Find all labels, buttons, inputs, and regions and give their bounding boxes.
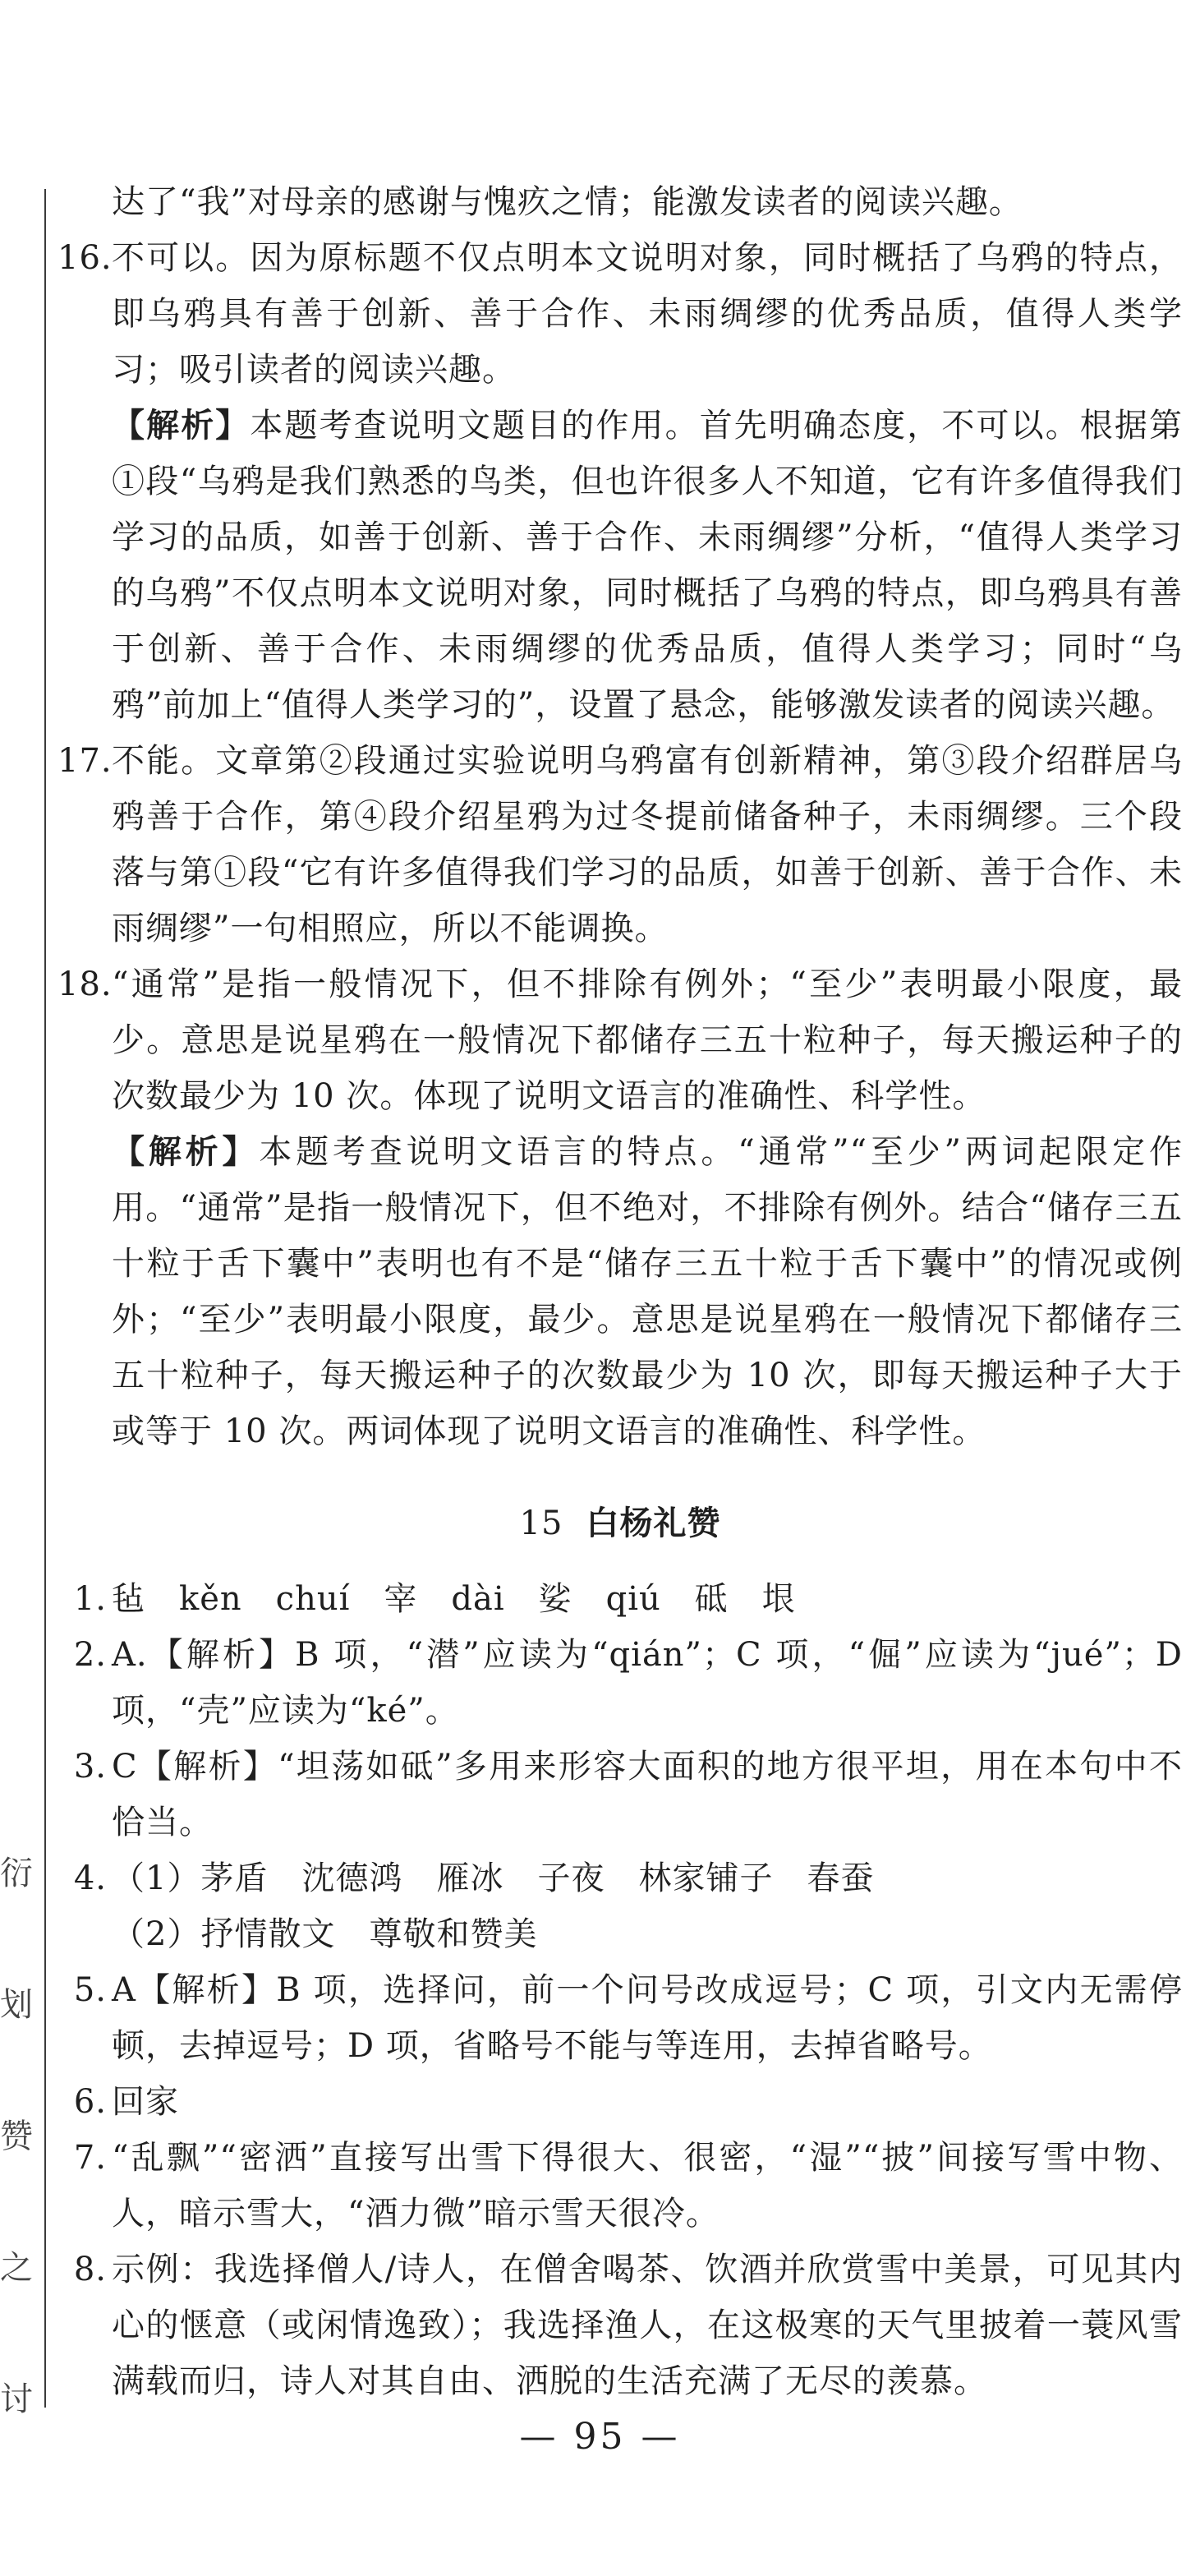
answer-content	[57, 174, 1183, 2409]
item-text: “通常”是指一般情况下，但不排除有例外；“至少”表明最小限度，最少。意思是说星鸦在一般情况下都储存三五十粒种子，每天搬运种子的次数最少为 10 次。体现了说明文语言的准确性、科学性。	[112, 965, 1183, 1115]
answer-item-7	[57, 2130, 1183, 2242]
item-number: 5.	[73, 1971, 107, 2009]
item-number: 17.	[57, 742, 113, 780]
edge-mark: 赞	[0, 2117, 33, 2155]
answer-item-18	[57, 956, 1183, 1124]
item-text: C【解析】“坦荡如砥”多用来形容大面积的地方很平坦，用在本句中不恰当。	[112, 1748, 1183, 1841]
item-number: 7.	[73, 2139, 107, 2177]
item-text: 回家	[112, 2083, 179, 2121]
answer-item-6	[57, 2074, 1183, 2130]
analysis-text: 本题考查说明文语言的特点。“通常”“至少”两词起限定作用。“通常”是指一般情况下，但不绝对，不排除有例外。结合“储存三五十粒于舌下囊中”表明也有不是“储存三五十粒于舌下囊中”的情况或例外；“至少”表明最小限度，最少。意思是说星鸦在一般情况下都储存三五十粒种子，每天搬运种子的次数最少为 10 次，即每天搬运种子大于或等于 10 次。两词体现了说明文语言的准确性、科学性。	[112, 1133, 1184, 1450]
item-number: 4.	[73, 1859, 107, 1897]
analysis-text: 本题考查说明文题目的作用。首先明确态度，不可以。根据第①段“乌鸦是我们熟悉的鸟类，但也许很多人不知道，它有许多值得我们学习的品质，如善于创新、善于合作、未雨绸缪”分析，“值得人类学习的乌鸦”不仅点明本文说明对象，同时概括了乌鸦的特点，即乌鸦具有善于创新、善于合作、未雨绸缪的优秀品质，值得人类学习；同时“乌鸦”前加上“值得人类学习的”，设置了悬念，能够激发读者的阅读兴趣。	[112, 407, 1184, 724]
item-text: A【解析】B 项，选择问，前一个问号改成逗号；C 项，引文内无需停顿，去掉逗号；D 项，省略号不能与等连用，去掉省略号。	[112, 1971, 1183, 2065]
item-text: 不能。文章第②段通过实验说明乌鸦富有创新精神，第③段介绍群居乌鸦善于合作，第④段介绍星鸦为过冬提前储备种子，未雨绸缪。三个段落与第①段“它有许多值得我们学习的品质，如善于创新、善于合作、未雨绸缪”一句相照应，所以不能调换。	[112, 742, 1183, 947]
item-text: 不可以。因为原标题不仅点明本文说明对象，同时概括了乌鸦的特点，即乌鸦具有善于创新、善于合作、未雨绸缪的优秀品质，值得人类学习；吸引读者的阅读兴趣。	[112, 239, 1183, 389]
item-text: A.【解析】B 项，“潜”应读为“qián”；C 项，“倔”应读为“jué”；D 项，“壳”应读为“ké”。	[112, 1636, 1183, 1730]
analysis-tag: 【解析】	[112, 1132, 260, 1171]
edge-mark: 划	[0, 1986, 33, 2024]
section-heading	[57, 1495, 1183, 1551]
answer-item-1	[57, 1571, 1183, 1627]
analysis-note	[57, 1124, 1183, 1459]
answer-item-5	[57, 1962, 1183, 2074]
edge-mark: 衍	[0, 1855, 33, 1892]
item-text: 示例：我选择僧人/诗人，在僧舍喝茶、饮酒并欣赏雪中美景，可见其内心的惬意（或闲情逸致）；我选择渔人，在这极寒的天气里披着一蓑风雪满载而归，诗人对其自由、洒脱的生活充满了无尽的羡慕。	[112, 2251, 1183, 2400]
item-number: 16.	[57, 239, 113, 277]
item-number: 18.	[57, 965, 113, 1003]
answer-item-16	[57, 230, 1183, 398]
item-number: 1.	[73, 1580, 107, 1618]
item-text: （1）茅盾 沈德鸿 雁冰 子夜 林家铺子 春蚕	[112, 1859, 875, 1897]
answer-item-4-sub: （2）抒情散文 尊敬和赞美	[112, 1915, 538, 1953]
answer-item-3	[57, 1739, 1183, 1850]
page-edge-fragments	[0, 1808, 33, 2465]
item-number: 2.	[73, 1636, 107, 1674]
item-number: 3.	[73, 1748, 107, 1786]
item-number: 8.	[73, 2251, 107, 2288]
section-title: 白杨礼赞	[586, 1505, 721, 1542]
analysis-tag: 【解析】	[112, 406, 251, 445]
section-number: 15	[519, 1505, 563, 1542]
item-text: “乱飘”“密洒”直接写出雪下得很大、很密，“湿”“披”间接写雪中物、人，暗示雪大，“酒力微”暗示雪天很冷。	[112, 2139, 1183, 2233]
item-number: 6.	[73, 2083, 107, 2121]
page-number: — 95 —	[519, 2416, 681, 2458]
analysis-note	[57, 398, 1183, 733]
answer-item-8	[57, 2242, 1183, 2409]
continued-line: 达了“我”对母亲的感谢与愧疚之情；能激发读者的阅读兴趣。	[112, 183, 1023, 221]
edge-mark: 之	[0, 2249, 33, 2287]
item-text: 毡 kěn chuí 宰 dài 娑 qiú 砥 垠	[112, 1580, 796, 1618]
answer-item-17	[57, 733, 1183, 956]
answer-item-4	[57, 1850, 1183, 1906]
edge-mark: 讨	[0, 2380, 33, 2418]
answer-item-2	[57, 1627, 1183, 1739]
left-margin-rule	[44, 189, 46, 2408]
